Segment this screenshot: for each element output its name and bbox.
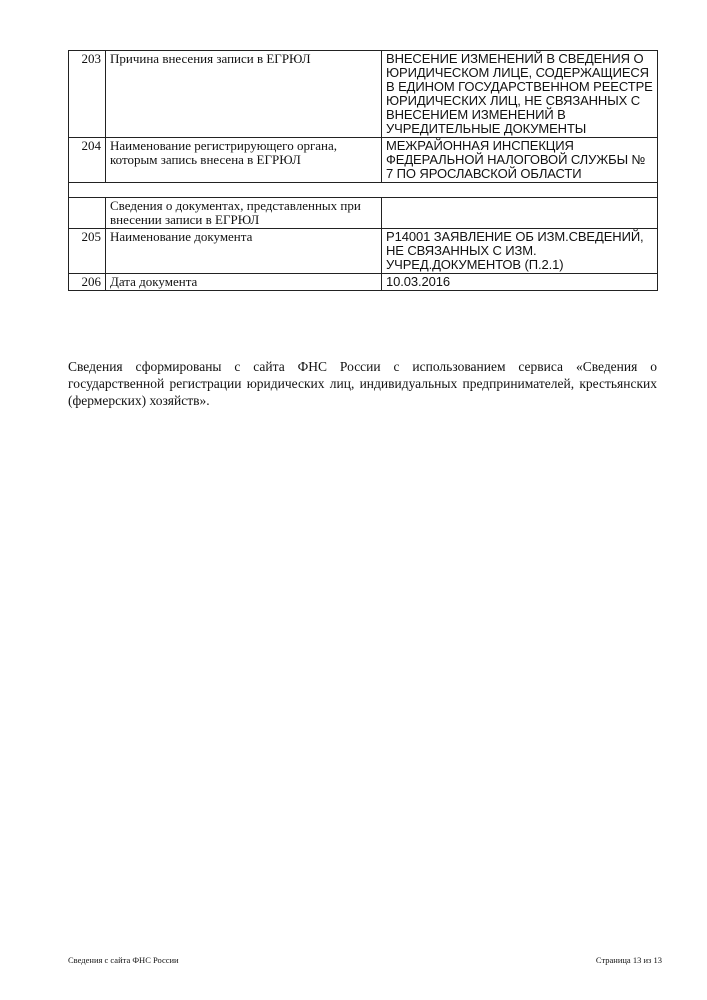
row-value: МЕЖРАЙОННАЯ ИНСПЕКЦИЯ ФЕДЕРАЛЬНОЙ НАЛОГОВОЙ СЛУЖБЫ № 7 ПО ЯРОСЛАВСКОЙ ОБЛАСТИ (382, 138, 658, 183)
source-note: Сведения сформированы с сайта ФНС России с использованием сервиса «Сведения о государственной регистрации юридических лиц, индивидуальных предпринимателей, крестьянских (фермерских) хозяйств». (68, 359, 657, 408)
page-counter: Страница 13 из 13 (595, 955, 662, 965)
section-heading-row (69, 198, 658, 229)
row-number: 204 (69, 138, 106, 183)
row-number: 206 (69, 274, 106, 291)
egrul-records-table (68, 50, 658, 291)
row-value: ВНЕСЕНИЕ ИЗМЕНЕНИЙ В СВЕДЕНИЯ О ЮРИДИЧЕСКОМ ЛИЦЕ, СОДЕРЖАЩИЕСЯ В ЕДИНОМ ГОСУДАРСТВЕННОМ РЕЕСТРЕ ЮРИДИЧЕСКИХ ЛИЦ, НЕ СВЯЗАННЫХ С ВНЕСЕНИЕМ ИЗМЕНЕНИЙ В УЧРЕДИТЕЛЬНЫЕ ДОКУМЕНТЫ (382, 51, 658, 138)
row-number: 205 (69, 229, 106, 274)
row-label: Наименование регистрирующего органа, которым запись внесена в ЕГРЮЛ (106, 138, 382, 183)
table-row (69, 274, 658, 291)
table-row (69, 51, 658, 138)
row-value: Р14001 ЗАЯВЛЕНИЕ ОБ ИЗМ.СВЕДЕНИЙ, НЕ СВЯЗАННЫХ С ИЗМ. УЧРЕД.ДОКУМЕНТОВ (П.2.1) (382, 229, 658, 274)
row-value: 10.03.2016 (382, 274, 658, 291)
table-row (69, 229, 658, 274)
table-row (69, 138, 658, 183)
row-label: Дата документа (106, 274, 382, 291)
footer-source: Сведения с сайта ФНС России (68, 955, 179, 965)
row-number: 203 (69, 51, 106, 138)
row-label: Причина внесения записи в ЕГРЮЛ (106, 51, 382, 138)
table-spacer-row (69, 183, 658, 198)
section-heading: Сведения о документах, представленных при внесении записи в ЕГРЮЛ (106, 198, 382, 229)
row-label: Наименование документа (106, 229, 382, 274)
